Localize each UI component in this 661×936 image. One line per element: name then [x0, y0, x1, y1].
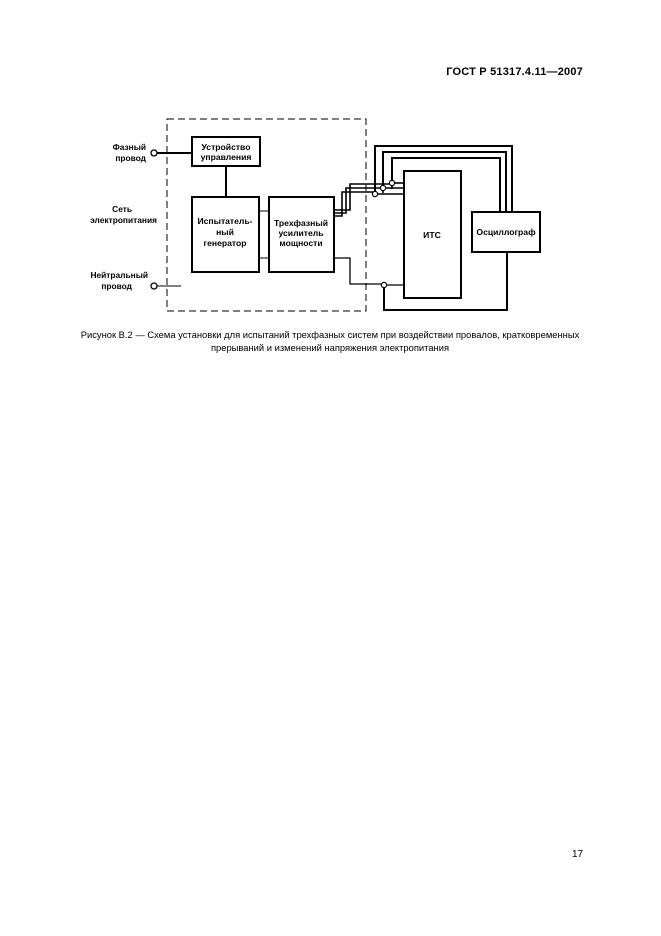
junction-l2 — [380, 185, 385, 190]
control-unit-label-line1: Устройство — [201, 142, 251, 152]
mains-label-line1: Сеть — [112, 204, 132, 214]
page-number: 17 — [572, 849, 584, 860]
neutral-return-wire — [334, 258, 381, 284]
amplifier-label-line3: мощности — [279, 238, 323, 248]
junction-n — [381, 282, 386, 287]
control-unit-label-line2: управления — [200, 152, 252, 162]
oscilloscope-label: Осциллограф — [476, 227, 536, 237]
amplifier-label-line2: усилитель — [278, 228, 324, 238]
caption-line-2: прерываний и изменений напряжения электропитания — [210, 342, 450, 353]
test-generator-label-line2: ный — [216, 227, 234, 237]
figure-caption — [40, 328, 620, 354]
neutral-terminal — [151, 283, 157, 289]
caption-line-1: Рисунок В.2 — Схема установки для испытаний трехфазных систем при воздействии провалов, кратковременных — [80, 329, 580, 340]
test-generator-label-line1: Испытатель- — [197, 216, 253, 226]
mains-label-line2: электропитания — [90, 215, 157, 225]
neutral-label-line2: провод — [101, 281, 132, 291]
phase-label-line1: Фазный — [112, 142, 146, 152]
phase-label-line2: провод — [115, 153, 146, 163]
neutral-label-line1: Нейтральный — [90, 270, 148, 280]
junction-l1 — [389, 180, 394, 185]
eut-label: ИТС — [423, 230, 441, 240]
standard-id: ГОСТ Р 51317.4.11—2007 — [446, 66, 583, 78]
test-generator-label-line3: генератор — [203, 238, 247, 248]
junction-l3 — [372, 191, 377, 196]
phase-terminal — [151, 150, 157, 156]
amplifier-label-line1: Трехфазный — [274, 218, 328, 228]
